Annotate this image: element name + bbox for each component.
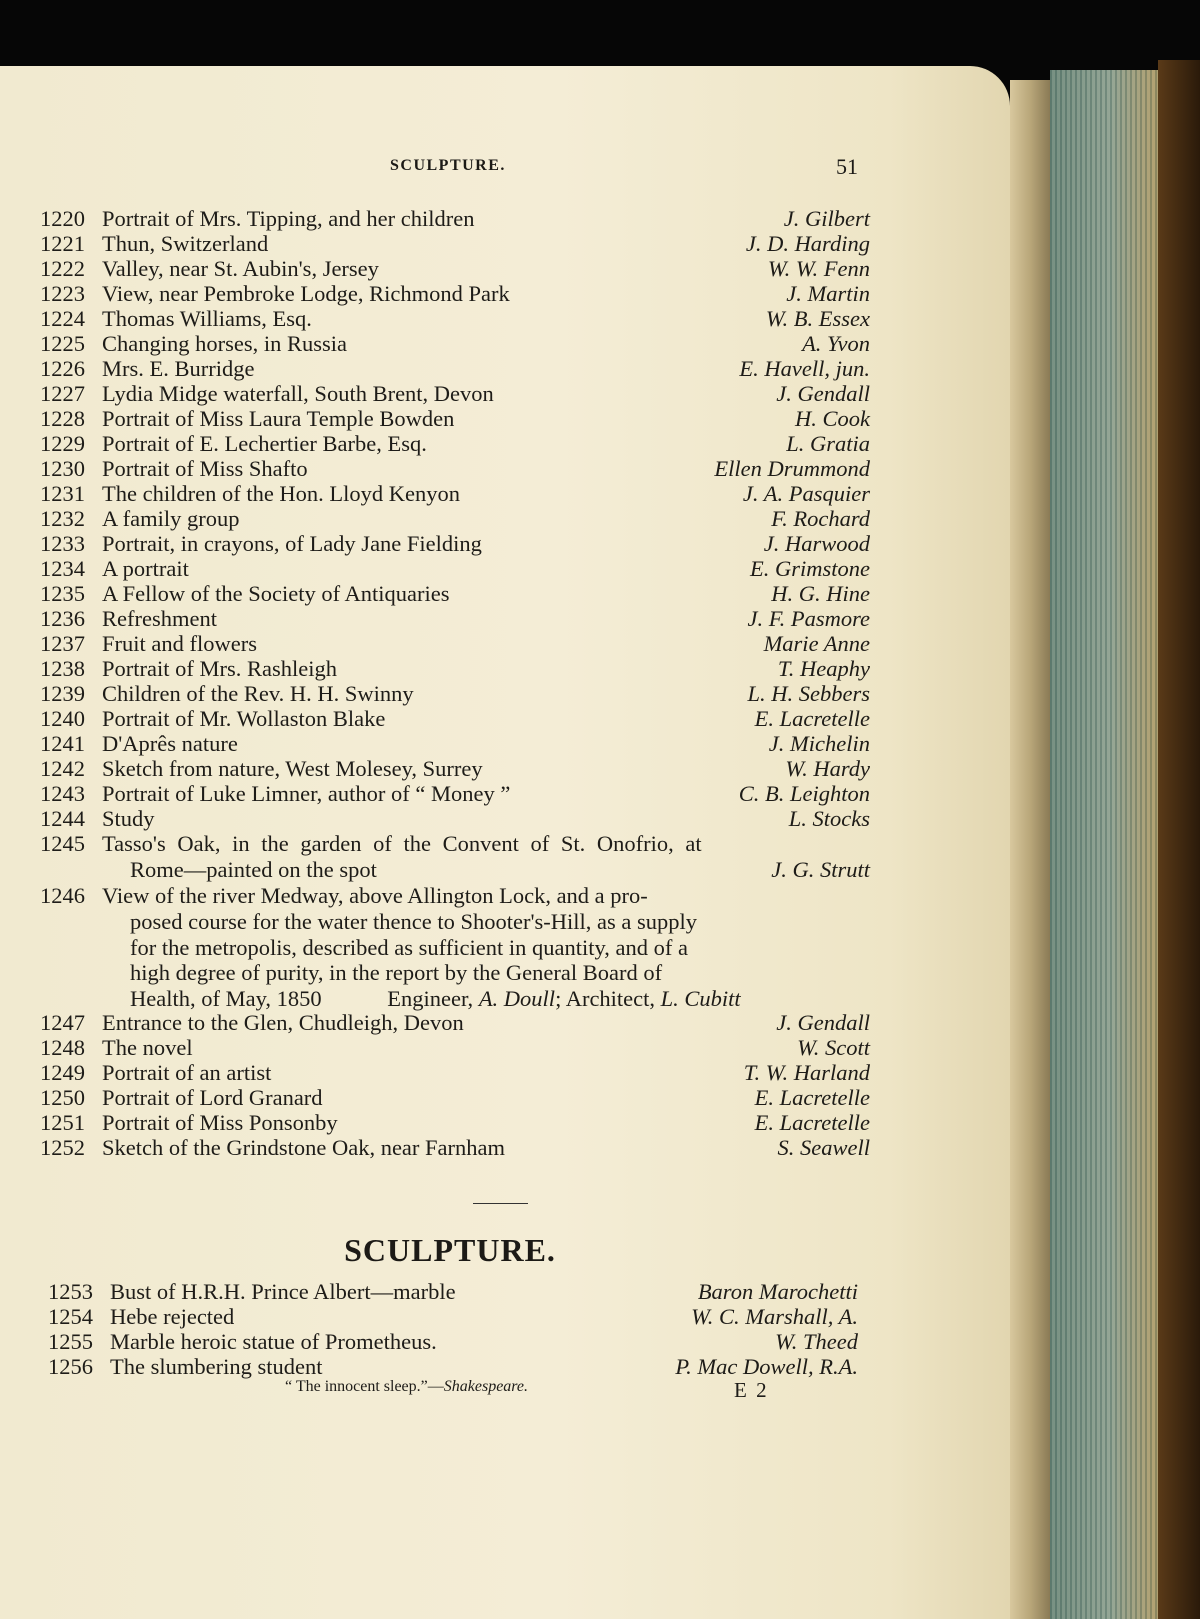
entry-title: Changing horses, in Russia (102, 331, 347, 356)
entry-number: 1234 (40, 556, 85, 581)
entry-title: Portrait of an artist (102, 1060, 272, 1085)
entry-number: 1224 (40, 306, 85, 331)
entry-artist: P. Mac Dowell, R.A. (675, 1354, 858, 1379)
entry-number: 1240 (40, 706, 85, 731)
catalogue-entry-1224 (40, 306, 870, 331)
entry-title: Portrait of Miss Shafto (102, 456, 308, 481)
entry-title: Tasso's Oak, in the garden of the Convent of St. Onofrio, at Rome—painted on the spot (102, 831, 702, 882)
entry-artist: L. H. Sebbers (747, 681, 870, 706)
entry-number: 1227 (40, 381, 85, 406)
entry-title: Entrance to the Glen, Chudleigh, Devon (102, 1010, 464, 1035)
entry-number: 1220 (40, 206, 85, 231)
entry-title: Refreshment (102, 606, 217, 631)
entry-title: View, near Pembroke Lodge, Richmond Park (102, 281, 510, 306)
entry-number: 1231 (40, 481, 85, 506)
entry-artist: J. Gendall (776, 1010, 870, 1035)
entry-number: 1225 (40, 331, 85, 356)
entry-title: View of the river Medway, above Allington Lock, and a pro- posed course for the water thence to Shooter's-Hill, as a supply for the metropolis, described as sufficient in quantity, and of a high degree of purity, in the report by the General Board of Health, of May, 1850 Engineer, A. Doull; Architect, L. Cubitt (102, 883, 741, 1012)
entry-artist: J. G. Strutt (771, 857, 870, 882)
entry-number: 1237 (40, 631, 85, 656)
section-rule (473, 1203, 528, 1204)
catalogue-entry-1242 (40, 756, 870, 781)
entry-title: The children of the Hon. Lloyd Kenyon (102, 481, 461, 506)
entry-number: 1222 (40, 256, 85, 281)
catalogue-entry-1247 (40, 1010, 870, 1035)
entry-title: Portrait of Miss Laura Temple Bowden (102, 406, 455, 431)
entry-artist: J. Harwood (763, 531, 870, 556)
entry-artist: T. W. Harland (743, 1060, 870, 1085)
entry-title: Children of the Rev. H. H. Swinny (102, 681, 414, 706)
entries-list-a (40, 206, 870, 831)
entry-title: A Fellow of the Society of Antiquaries (102, 581, 450, 606)
catalogue-entry-1255 (48, 1329, 858, 1354)
entry-artist: W. Hardy (785, 756, 870, 781)
epigraph-quote: “ The innocent sleep.”—Shakespeare. (285, 1378, 529, 1395)
entry-number: 1243 (40, 781, 85, 806)
entry-number: 1254 (48, 1304, 93, 1329)
catalogue-entry-1253 (48, 1279, 858, 1304)
entry-title: Portrait of E. Lechertier Barbe, Esq. (102, 431, 427, 456)
entry-artist: J. A. Pasquier (742, 481, 870, 506)
entry-title: Portrait of Mrs. Tipping, and her children (102, 206, 475, 231)
entry-number: 1255 (48, 1329, 93, 1354)
entry-number: 1233 (40, 531, 85, 556)
catalogue-entry-1228 (40, 406, 870, 431)
catalogue-entry-1221 (40, 231, 870, 256)
catalogue-entry-1246 (40, 883, 870, 1010)
entry-number: 1221 (40, 231, 85, 256)
entry-title: Thomas Williams, Esq. (102, 306, 312, 331)
entry-artist: E. Lacretelle (754, 706, 870, 731)
entry-artist: Ellen Drummond (714, 456, 870, 481)
entry-artist: E. Lacretelle (754, 1110, 870, 1135)
entry-number: 1244 (40, 806, 85, 831)
entry-number: 1250 (40, 1085, 85, 1110)
entry-title: Portrait, in crayons, of Lady Jane Fielding (102, 531, 482, 556)
catalogue-entry-1248 (40, 1035, 870, 1060)
entry-title: Study (102, 806, 155, 831)
running-head: SCULPTURE. (390, 157, 506, 174)
catalogue-entry-1240 (40, 706, 870, 731)
entry-title: Portrait of Mr. Wollaston Blake (102, 706, 386, 731)
entry-title: Portrait of Miss Ponsonby (102, 1110, 338, 1135)
entry-title: Valley, near St. Aubin's, Jersey (102, 256, 379, 281)
entry-number: 1232 (40, 506, 85, 531)
entry-number: 1253 (48, 1279, 93, 1304)
catalogue-entry-1223 (40, 281, 870, 306)
catalogue-entry-1256 (48, 1354, 858, 1379)
catalogue-entry-1244 (40, 806, 870, 831)
catalogue-entry-1241 (40, 731, 870, 756)
entry-artist: W. W. Fenn (767, 256, 870, 281)
entry-title: Sketch of the Grindstone Oak, near Farnham (102, 1135, 506, 1160)
catalogue-entry-1249 (40, 1060, 870, 1085)
entry-title: Portrait of Lord Granard (102, 1085, 323, 1110)
entry-number: 1249 (40, 1060, 85, 1085)
entry-artist: H. Cook (795, 406, 870, 431)
entry-artist: Baron Marochetti (697, 1279, 858, 1304)
entry-title: Portrait of Mrs. Rashleigh (102, 656, 337, 681)
signature-mark: E 2 (734, 1378, 769, 1402)
engineer-name: A. Doull (478, 986, 556, 1012)
entry-artist: C. B. Leighton (738, 781, 870, 806)
entries-list-b (40, 1010, 870, 1160)
catalogue-entry-1251 (40, 1110, 870, 1135)
entry-title: Mrs. E. Burridge (102, 356, 255, 381)
catalogue-entry-1237 (40, 631, 870, 656)
entry-artist: J. Martin (786, 281, 870, 306)
catalogue-entry-1220 (40, 206, 870, 231)
entry-artist: W. Theed (775, 1329, 858, 1354)
book-spine (1158, 60, 1200, 1619)
entry-number: 1246 (40, 883, 85, 908)
entry-number: 1239 (40, 681, 85, 706)
entry-number: 1248 (40, 1035, 85, 1060)
entry-artist: W. B. Essex (765, 306, 870, 331)
entry-number: 1235 (40, 581, 85, 606)
entry-artist: S. Seawell (777, 1135, 870, 1160)
entry-number: 1256 (48, 1354, 93, 1379)
entry-title: Lydia Midge waterfall, South Brent, Devon (102, 381, 494, 406)
entry-number: 1229 (40, 431, 85, 456)
entry-number: 1228 (40, 406, 85, 431)
entry-artist: J. F. Pasmore (747, 606, 870, 631)
entry-title: Portrait of Luke Limner, author of “ Money ” (102, 781, 511, 806)
catalogue-entry-1235 (40, 581, 870, 606)
catalogue-entry-1232 (40, 506, 870, 531)
entry-artist: A. Yvon (802, 331, 870, 356)
entry-number: 1251 (40, 1110, 85, 1135)
entry-title: The novel (102, 1035, 193, 1060)
catalogue-entry-1252 (40, 1135, 870, 1160)
entry-artist: T. Heaphy (777, 656, 870, 681)
entry-title: Bust of H.R.H. Prince Albert—marble (110, 1279, 456, 1304)
entry-artist: F. Rochard (771, 506, 870, 531)
entry-number: 1238 (40, 656, 85, 681)
entry-title: Marble heroic statue of Prometheus. (110, 1329, 437, 1354)
entry-artist: L. Gratia (786, 431, 870, 456)
architect-name: L. Cubitt (660, 986, 741, 1012)
catalogue-entry-1238 (40, 656, 870, 681)
catalogue-entry-1243 (40, 781, 870, 806)
catalogue-entry-1236 (40, 606, 870, 631)
sculpture-entries (48, 1279, 858, 1379)
entry-title: Thun, Switzerland (102, 231, 269, 256)
catalogue-entry-1230 (40, 456, 870, 481)
entry-number: 1245 (40, 831, 85, 856)
entry-title: D'Aprês nature (102, 731, 238, 756)
page-number: 51 (836, 154, 858, 179)
section-title: SCULPTURE. (344, 1232, 556, 1268)
entry-artist: E. Havell, jun. (739, 356, 870, 381)
entry-title: Hebe rejected (110, 1304, 235, 1329)
catalogue-entry-1225 (40, 331, 870, 356)
entry-artist: E. Lacretelle (754, 1085, 870, 1110)
entry-artist: Marie Anne (763, 631, 870, 656)
entry-title: A family group (102, 506, 240, 531)
entry-title: A portrait (102, 556, 189, 581)
catalogue-entry-1231 (40, 481, 870, 506)
catalogue-entry-1245 (40, 831, 870, 883)
entry-number: 1241 (40, 731, 85, 756)
entry-number: 1247 (40, 1010, 85, 1035)
entry-number: 1230 (40, 456, 85, 481)
entry-number: 1236 (40, 606, 85, 631)
entry-artist: J. Gilbert (783, 206, 870, 231)
catalogue-entry-1227 (40, 381, 870, 406)
entry-artist: H. G. Hine (771, 581, 870, 606)
catalogue-entry-1250 (40, 1085, 870, 1110)
catalogue-entries (40, 206, 870, 1160)
catalogue-entry-1233 (40, 531, 870, 556)
entry-artist: J. D. Harding (745, 231, 870, 256)
catalogue-entry-1222 (40, 256, 870, 281)
entry-title: The slumbering student (110, 1354, 323, 1379)
entry-title: Sketch from nature, West Molesey, Surrey (102, 756, 483, 781)
catalogue-entry-1239 (40, 681, 870, 706)
page-gutter (1010, 80, 1050, 1619)
entry-title: Fruit and flowers (102, 631, 257, 656)
catalogue-entry-1229 (40, 431, 870, 456)
catalogue-entry-1226 (40, 356, 870, 381)
catalogue-entry-1254 (48, 1304, 858, 1329)
entry-artist: W. C. Marshall, A. (691, 1304, 858, 1329)
entry-number: 1226 (40, 356, 85, 381)
entry-artist: J. Gendall (776, 381, 870, 406)
entry-artist: L. Stocks (788, 806, 870, 831)
entry-number: 1242 (40, 756, 85, 781)
entry-artist: E. Grimstone (750, 556, 870, 581)
catalogue-entry-1234 (40, 556, 870, 581)
entry-number: 1223 (40, 281, 85, 306)
entry-number: 1252 (40, 1135, 85, 1160)
entry-artist: W. Scott (797, 1035, 870, 1060)
entry-artist: J. Michelin (768, 731, 870, 756)
